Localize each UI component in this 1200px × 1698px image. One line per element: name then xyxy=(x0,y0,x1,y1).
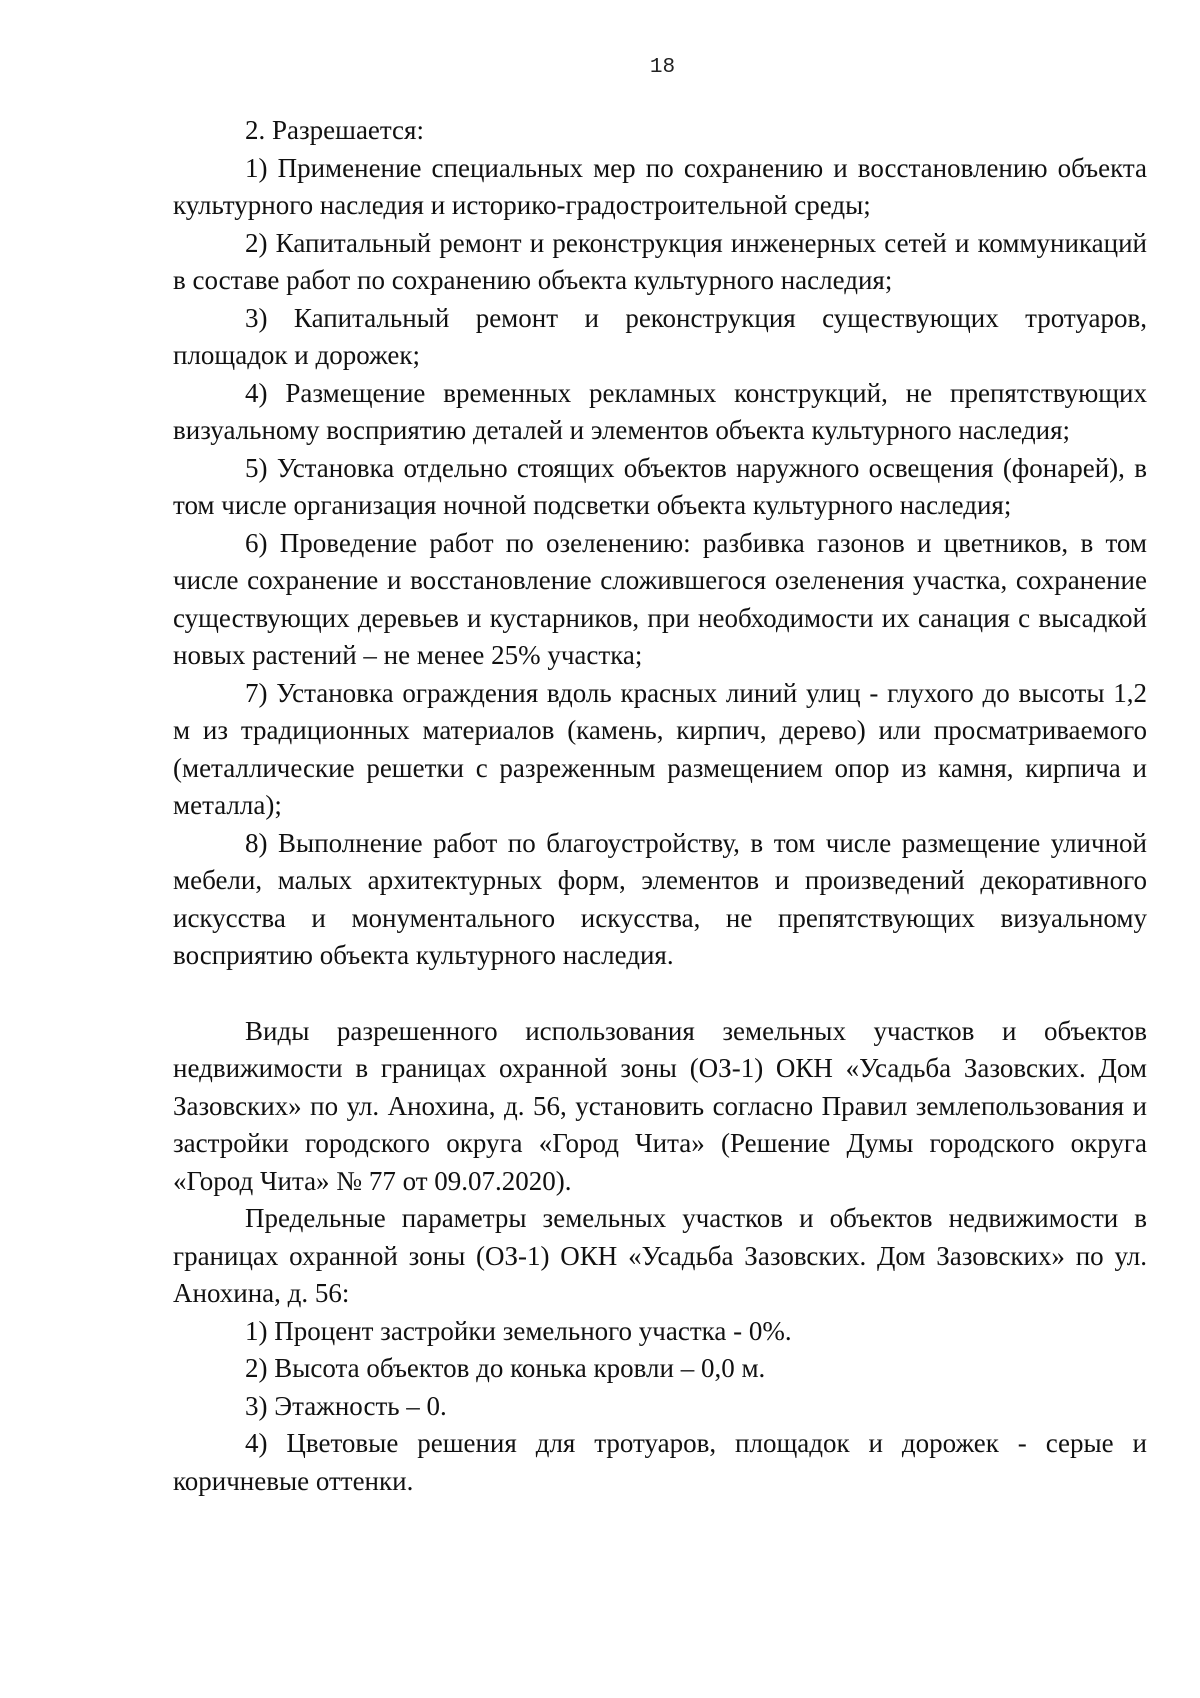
allowed-item: 8) Выполнение работ по благоустройству, в том числе размещение уличной мебели, малых архитектурных форм, элементов и произведений декоративного искусства и монументального искусства, не препятствующих визуальному восприятию объекта культурного наследия. xyxy=(173,827,1147,970)
land-use-paragraph: Виды разрешенного использования земельных участков и объектов недвижимости в границах охранной зоны (ОЗ-1) ОКН «Усадьба Зазовских. Дом Зазовских» по ул. Анохина, д. 56, установить согласно Правил землепользования и застройки городского округа «Город Чита» (Решение Думы городского округа «Город Чита» № 77 от 09.07.2020). xyxy=(173,1015,1147,1196)
allowed-item: 2) Капитальный ремонт и реконструкция инженерных сетей и коммуникаций в составе работ по сохранению объекта культурного наследия; xyxy=(173,227,1147,295)
parameter-item: 4) Цветовые решения для тротуаров, площадок и дорожек - серые и коричневые оттенки. xyxy=(173,1428,1147,1496)
section-heading: 2. Разрешается: xyxy=(245,115,424,145)
allowed-item: 4) Размещение временных рекламных конструкций, не препятствующих визуальному восприятию деталей и элементов объекта культурного наследия; xyxy=(173,377,1147,445)
allowed-item: 1) Применение специальных мер по сохранению и восстановлению объекта культурного наследия и историко-градостроительной среды; xyxy=(173,152,1147,220)
allowed-item: 5) Установка отдельно стоящих объектов наружного освещения (фонарей), в том числе организация ночной подсветки объекта культурного наследия; xyxy=(173,452,1147,520)
page-number: 18 xyxy=(649,56,676,79)
parameters-intro: Предельные параметры земельных участков и объектов недвижимости в границах охранной зоны (ОЗ-1) ОКН «Усадьба Зазовских. Дом Зазовских» по ул. Анохина, д. 56: xyxy=(173,1203,1147,1308)
parameter-item: 1) Процент застройки земельного участка - 0%. xyxy=(245,1315,792,1346)
parameter-item: 2) Высота объектов до конька кровли – 0,0 м. xyxy=(245,1353,766,1383)
allowed-item: 7) Установка ограждения вдоль красных линий улиц - глухого до высоты 1,2 м из традиционных материалов (камень, кирпич, дерево) или просматриваемого (металлические решетки с разреженным размещением опор из камня, кирпича и металла); xyxy=(173,677,1147,820)
allowed-item: 3) Капитальный ремонт и реконструкция существующих тротуаров, площадок и дорожек; xyxy=(173,302,1147,370)
allowed-item: 6) Проведение работ по озеленению: разбивка газонов и цветников, в том числе сохранение и восстановление сложившегося озеленения участка, сохранение существующих деревьев и кустарников, при необходимости их санация с высадкой новых растений – не менее 25% участка; xyxy=(173,527,1147,670)
document-body xyxy=(173,112,1147,1500)
parameter-item: 3) Этажность – 0. xyxy=(245,1390,447,1421)
